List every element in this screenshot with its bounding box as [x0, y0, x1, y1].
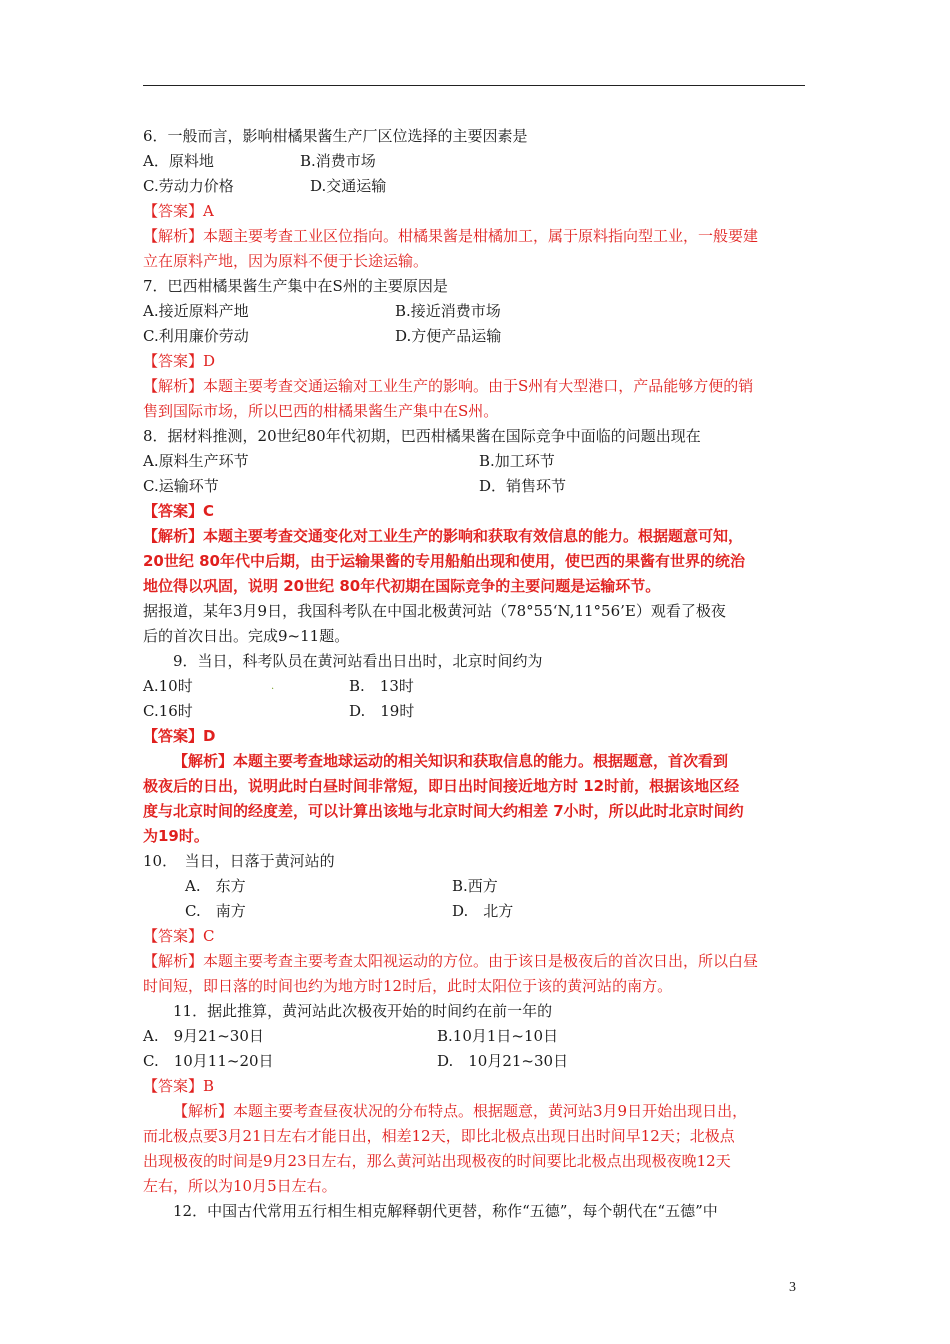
- q8-options-row2: [143, 474, 811, 499]
- q11-options-row1: [143, 1024, 811, 1049]
- material-line: 据报道，某年3月9日，我国科考队在中国北极黄河站（78°55‘N,11°56’E）观看了极夜: [143, 602, 726, 620]
- q6-option-a: A．原料地: [143, 152, 214, 170]
- q8-answer: 【答案】C: [143, 502, 215, 520]
- q10-options-row2: [143, 899, 811, 924]
- q9-analysis-line: 度与北京时间的经度差，可以计算出该地与北京时间大约相差 7小时，所以此时北京时间约: [143, 802, 744, 820]
- q9-options-row1: [143, 674, 811, 699]
- q9-analysis-line: 为19时。: [143, 827, 209, 845]
- q6-option-c: C.劳动力价格: [143, 177, 234, 195]
- q9-option-c: C.16时: [143, 702, 193, 720]
- q8-option-b: B.加工环节: [479, 452, 555, 470]
- q10-stem: 10． 当日，日落于黄河站的: [143, 852, 335, 870]
- q11-option-a: A. 9月21~30日: [143, 1027, 264, 1045]
- q7-analysis-line: 售到国际市场，所以巴西的柑橘果酱生产集中在S州。: [143, 402, 499, 420]
- q6-analysis-line: 立在原料产地，因为原料不便于长途运输。: [143, 252, 429, 270]
- q10-analysis-line: 时间短，即日落的时间也约为地方时12时后，此时太阳位于该的黄河站的南方。: [143, 977, 673, 995]
- q10-option-c: C. 南方: [185, 902, 246, 920]
- page-number: 3: [789, 1280, 796, 1295]
- q8-options-row1: [143, 449, 811, 474]
- q6-option-d: D.交通运输: [310, 177, 387, 195]
- q8-option-c: C.运输环节: [143, 477, 219, 495]
- q8-analysis-line: 地位得以巩固，说明 20世纪 80年代初期在国际竞争的主要问题是运输环节。: [143, 577, 661, 595]
- q8-analysis-line: 【解析】本题主要考查交通变化对工业生产的影响和获取有效信息的能力。根据题意可知，: [143, 527, 744, 545]
- q10-analysis-line: 【解析】本题主要考查主要考查太阳视运动的方位。由于该日是极夜后的首次日出，所以白昼: [143, 952, 759, 970]
- stray-dot: .: [271, 681, 275, 692]
- q10-options-row1: [143, 874, 811, 899]
- q7-options-row1: [143, 299, 811, 324]
- q11-answer: 【答案】B: [143, 1077, 215, 1095]
- q9-options-row2: [143, 699, 811, 724]
- q11-analysis-line: 左右，所以为10月5日左右。: [143, 1177, 337, 1195]
- page-content: [143, 124, 811, 1224]
- q7-option-d: D.方便产品运输: [395, 327, 502, 345]
- q8-option-d: D．销售环节: [479, 477, 567, 495]
- q6-analysis-line: 【解析】本题主要考查工业区位指向。柑橘果酱是柑橘加工，属于原料指向型工业，一般要建: [143, 227, 759, 245]
- q9-option-a: A.10时: [143, 677, 193, 695]
- q11-analysis-line: 出现极夜的时间是9月23日左右，那么黄河站出现极夜的时间要比北极点出现极夜晚12天: [143, 1152, 731, 1170]
- q7-options-row2: [143, 324, 811, 349]
- q7-analysis-line: 【解析】本题主要考查交通运输对工业生产的影响。由于S州有大型港口，产品能够方便的销: [143, 377, 754, 395]
- q6-stem: 6．一般而言，影响柑橘果酱生产厂区位选择的主要因素是: [143, 127, 528, 145]
- header-rule: [143, 85, 805, 86]
- q9-option-d: D. 19时: [349, 702, 415, 720]
- q7-option-c: C.利用廉价劳动: [143, 327, 249, 345]
- q9-analysis-line: 【解析】本题主要考查地球运动的相关知识和获取信息的能力。根据题意，首次看到: [173, 752, 729, 770]
- q11-option-d: D. 10月21~30日: [437, 1052, 569, 1070]
- q11-analysis-line: 【解析】本题主要考查昼夜状况的分布特点。根据题意，黄河站3月9日开始出现日出，: [173, 1102, 748, 1120]
- q7-stem: 7．巴西柑橘果酱生产集中在S州的主要原因是: [143, 277, 448, 295]
- q7-option-a: A.接近原料产地: [143, 302, 249, 320]
- q6-option-b: B.消费市场: [300, 152, 376, 170]
- q10-answer: 【答案】C: [143, 927, 215, 945]
- q11-options-row2: [143, 1049, 811, 1074]
- q6-options-row1: [143, 149, 811, 174]
- q9-stem: 9．当日，科考队员在黄河站看出日出时，北京时间约为: [173, 652, 543, 670]
- q9-option-b: B. 13时: [349, 677, 414, 695]
- q8-stem: 8．据材料推测，20世纪80年代初期，巴西柑橘果酱在国际竞争中面临的问题出现在: [143, 427, 701, 445]
- q7-answer: 【答案】D: [143, 352, 216, 370]
- q6-options-row2: [143, 174, 811, 199]
- q11-stem: 11．据此推算，黄河站此次极夜开始的时间约在前一年的: [173, 1002, 553, 1020]
- q8-analysis-line: 20世纪 80年代中后期，由于运输果酱的专用船舶出现和使用，使巴西的果酱有世界的统治: [143, 552, 745, 570]
- q10-option-a: A. 东方: [185, 877, 246, 895]
- q9-answer: 【答案】D: [143, 727, 216, 745]
- q11-option-c: C. 10月11~20日: [143, 1052, 274, 1070]
- q10-option-d: D. 北方: [452, 902, 514, 920]
- q12-stem: 12．中国古代常用五行相生相克解释朝代更替，称作“五德”，每个朝代在“五德”中: [173, 1202, 718, 1220]
- q11-analysis-line: 而北极点要3月21日左右才能日出，相差12天，即比北极点出现日出时间早12天；北极点: [143, 1127, 735, 1145]
- material-line: 后的首次日出。完成9~11题。: [143, 627, 350, 645]
- q10-option-b: B.西方: [452, 877, 498, 895]
- q9-analysis-line: 极夜后的日出，说明此时白昼时间非常短，即日出时间接近地方时 12时前，根据该地区经: [143, 777, 740, 795]
- q7-option-b: B.接近消费市场: [395, 302, 501, 320]
- q6-answer: 【答案】A: [143, 202, 214, 220]
- q11-option-b: B.10月1日~10日: [437, 1027, 559, 1045]
- q8-option-a: A.原料生产环节: [143, 452, 249, 470]
